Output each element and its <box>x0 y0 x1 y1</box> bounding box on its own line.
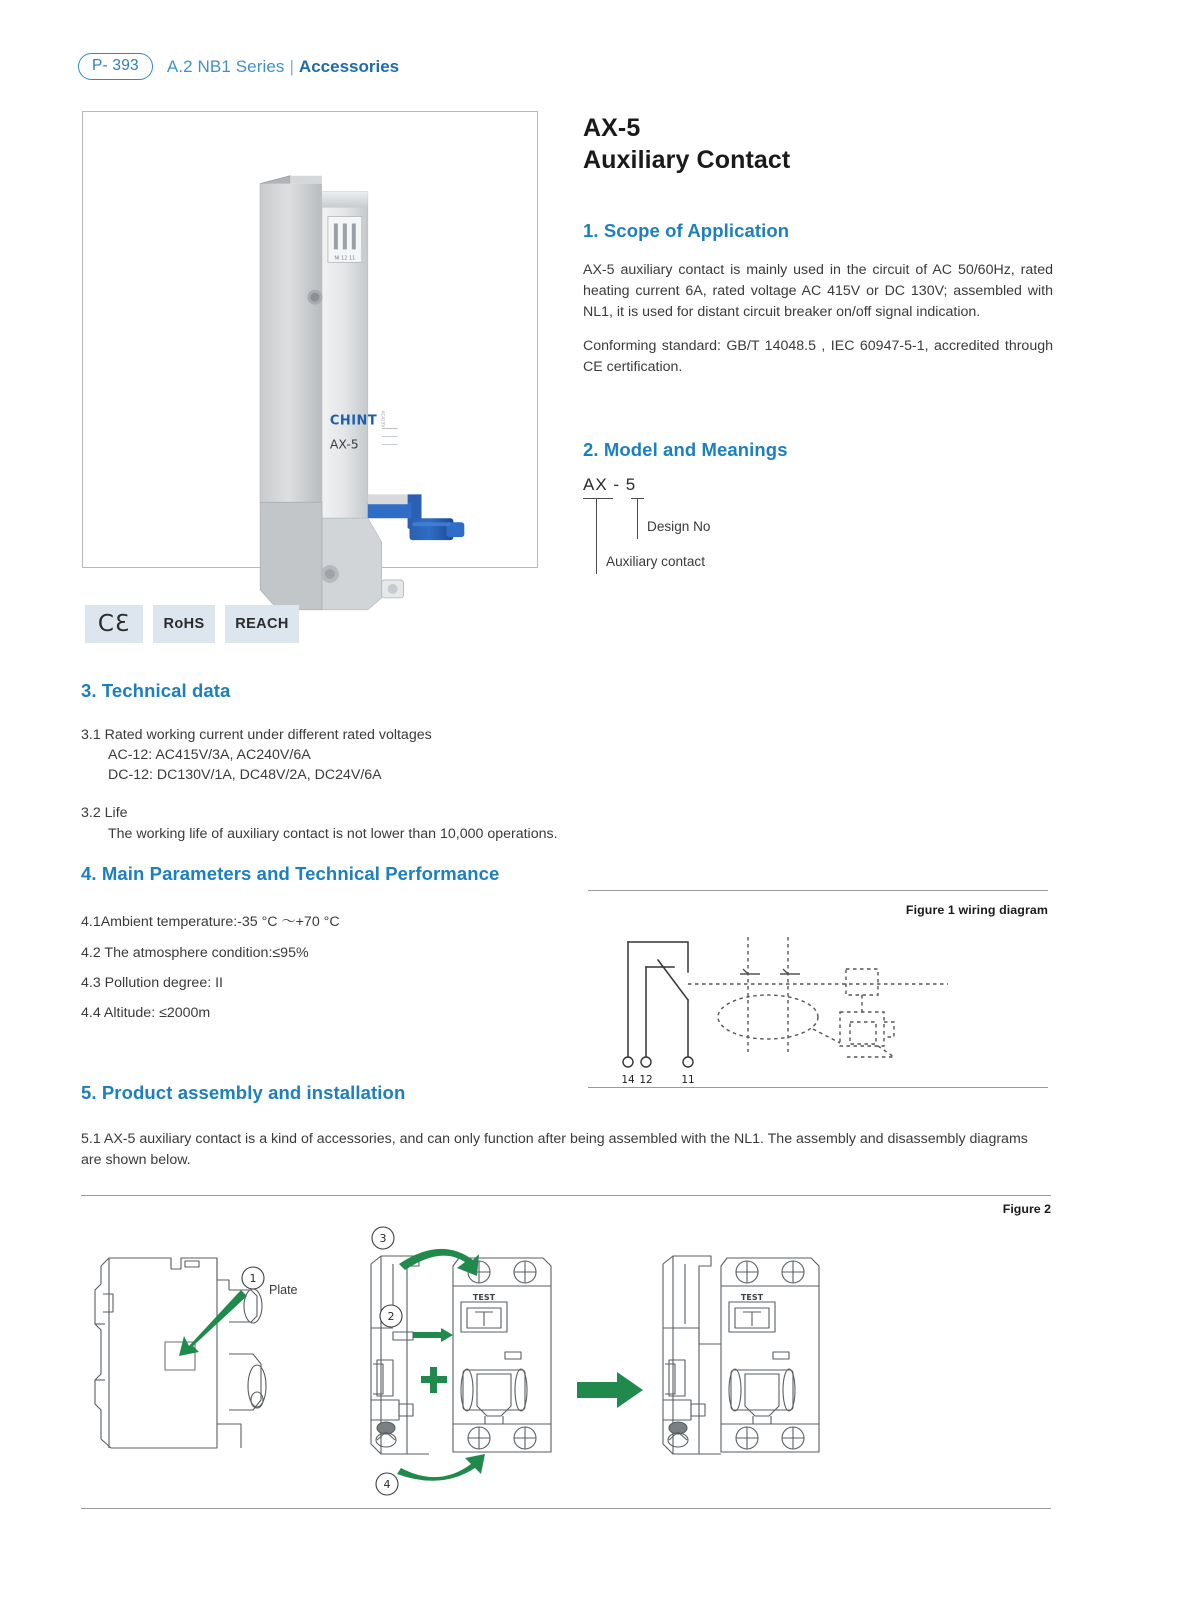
leader-line-design-no <box>637 498 638 539</box>
label-design-no: Design No <box>647 519 711 535</box>
breadcrumb-category[interactable]: Accessories <box>298 56 400 76</box>
svg-text:CHINT: CHINT <box>329 413 378 429</box>
badge-ce <box>85 605 143 643</box>
page-title <box>583 112 1053 176</box>
assembly-paragraph-5-1: 5.1 AX-5 auxiliary contact is a kind of accessories, and can only function after being assembled with the NL1. The assembly and disassembly diagrams are shown below. <box>81 1131 1028 1168</box>
param-4-2: 4.2 The atmosphere condition:≤95% <box>81 945 309 961</box>
heading-model-and-meanings: 2. Model and Meanings <box>583 439 788 461</box>
ce-icon: CƐ <box>97 611 131 637</box>
assembly-diagram-svg <box>81 1224 1051 1489</box>
leader-line-auxiliary <box>596 498 597 574</box>
figure-1-caption: Figure 1 wiring diagram <box>905 903 1048 917</box>
figure-2-block <box>81 1195 1051 1489</box>
badge-rohs: RoHS <box>153 605 215 643</box>
param-4-3: 4.3 Pollution degree: II <box>81 975 223 991</box>
svg-text:NI 12 11: NI 12 11 <box>334 255 356 262</box>
svg-text:AC415V: AC415V <box>380 410 386 428</box>
diagram-assembled-result <box>663 1256 819 1454</box>
product-photo-ax5 <box>83 112 537 567</box>
tech-item-3-1-ac: AC-12: AC415V/3A, AC240V/6A <box>108 747 311 764</box>
figure-1-block <box>588 890 1048 1088</box>
heading-product-assembly: 5. Product assembly and installation <box>81 1082 406 1103</box>
page-bottom-rule <box>81 1508 1051 1509</box>
callout-1-label: 1 <box>249 1272 257 1285</box>
tech-item-3-2: 3.2 Life <box>81 805 128 822</box>
label-auxiliary-contact: Auxiliary contact <box>606 554 705 570</box>
terminal-label-11: 11 <box>681 1074 695 1086</box>
product-model: AX-5 <box>583 114 641 142</box>
section-main-parameters <box>81 863 581 1035</box>
param-4-4: 4.4 Altitude: ≤2000m <box>81 1005 211 1021</box>
certification-badges <box>85 605 299 643</box>
scope-paragraph-1: AX-5 auxiliary contact is mainly used in the circuit of AC 50/60Hz, rated heating current 6A, rated voltage AC 415V or DC 130V; assembled with NL1, it is used for distant circuit breaker on/off signal indication. <box>583 262 1053 320</box>
plate-label: Plate <box>269 1283 298 1297</box>
diagram-assembly-pair <box>371 1256 551 1454</box>
code-underline-ax <box>583 498 613 499</box>
scope-paragraph-2: Conforming standard: GB/T 14048.5 , IEC 60947-5-1, accredited through CE certification. <box>583 337 1053 375</box>
product-name: Auxiliary Contact <box>583 146 791 174</box>
breadcrumb <box>78 53 399 80</box>
terminal-label-12: 12 <box>639 1074 653 1086</box>
callout-4-label: 4 <box>383 1478 391 1491</box>
svg-text:AX-5: AX-5 <box>329 436 359 452</box>
test-button-label-middle: TEST <box>472 1293 496 1302</box>
heading-main-parameters: 4. Main Parameters and Technical Performance <box>81 863 500 884</box>
param-4-1: 4.1Ambient temperature:-35 °C ～+70 °C <box>81 914 340 930</box>
product-photo-frame <box>82 111 538 568</box>
model-meaning-diagram <box>583 475 1053 580</box>
callout-2 <box>380 1305 402 1327</box>
assembly-callout-markers <box>242 1227 402 1495</box>
page-number-pill: P- 393 <box>78 53 153 80</box>
section-technical-data <box>81 680 641 844</box>
heading-technical-data: 3. Technical data <box>81 680 231 701</box>
tech-item-3-1-dc: DC-12: DC130V/1A, DC48V/2A, DC24V/6A <box>108 767 382 784</box>
breadcrumb-separator: | <box>289 56 294 76</box>
callout-3-label: 3 <box>379 1232 387 1245</box>
test-button-label-right: TEST <box>740 1293 764 1302</box>
callout-2-label: 2 <box>387 1310 395 1323</box>
figure-1-top-rule <box>588 890 1048 891</box>
callout-3 <box>372 1227 394 1249</box>
wiring-diagram-svg <box>588 917 1048 1086</box>
model-code: AX - 5 <box>583 475 637 495</box>
tech-item-3-1: 3.1 Rated working current under different rated voltages <box>81 727 432 743</box>
callout-1 <box>242 1267 264 1289</box>
figure-2-caption: Figure 2 <box>1002 1202 1051 1216</box>
callout-4 <box>376 1473 398 1495</box>
heading-scope-of-application: 1. Scope of Application <box>583 220 790 241</box>
terminal-label-14: 14 <box>621 1074 635 1086</box>
figure-2-top-rule <box>81 1195 1051 1196</box>
badge-reach: REACH <box>225 605 299 643</box>
breadcrumb-series[interactable]: A.2 NB1 Series <box>166 56 285 76</box>
section-product-assembly <box>81 1082 1051 1170</box>
tech-item-3-2-detail: The working life of auxiliary contact is not lower than 10,000 operations. <box>108 825 558 842</box>
